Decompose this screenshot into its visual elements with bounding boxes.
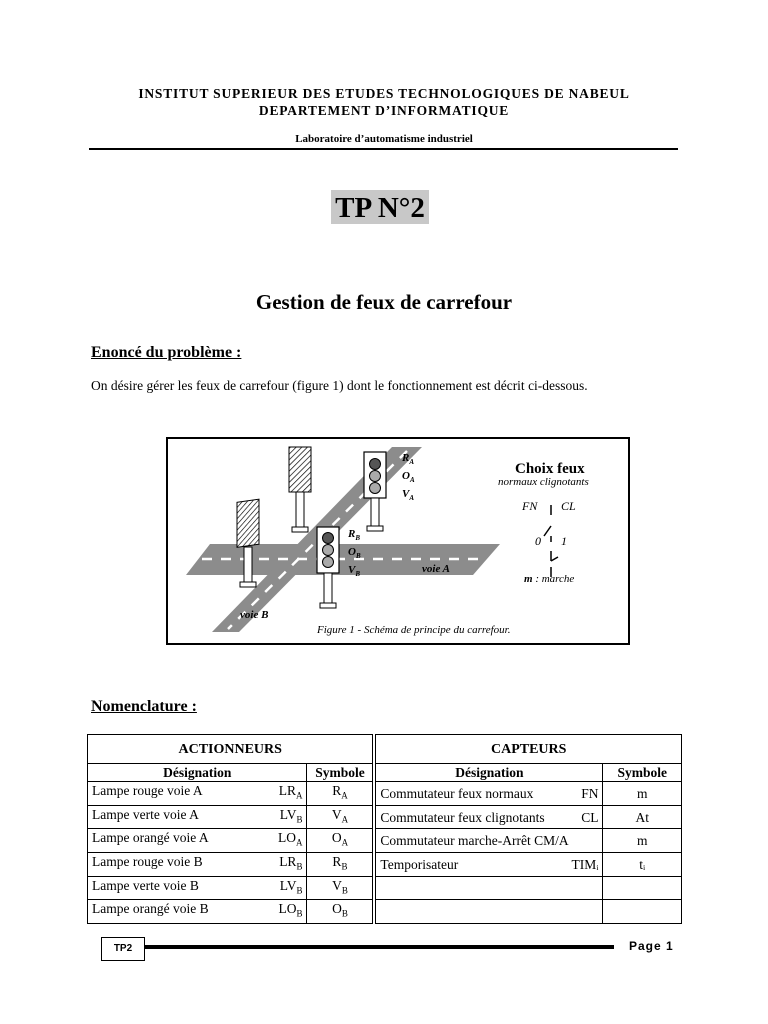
one-label: 1: [561, 534, 567, 548]
marche-text: : marche: [532, 573, 575, 585]
nomenclature-body: [88, 782, 682, 924]
actionneur-code: $LO_A$: [277, 830, 303, 849]
capteur-name: Temporisateur: [380, 856, 459, 872]
table-row: [88, 829, 682, 853]
actionneurs-header: ACTIONNEURS: [88, 735, 375, 764]
fn-label: FN: [522, 499, 538, 513]
actionneur-name: Lampe orangé voie A: [92, 830, 209, 846]
footer-rule: [144, 945, 614, 949]
actionneur-name: Lampe verte voie A: [92, 806, 199, 822]
capteur-designation: [374, 853, 603, 877]
table-row: [88, 782, 682, 806]
capteur-code: CL: [581, 809, 599, 825]
actionneur-code: $LV_B$: [279, 877, 303, 896]
marche-label: [524, 573, 574, 585]
page-number: Page 1: [629, 939, 674, 953]
actionneur-symbole: $R_B$: [307, 853, 374, 877]
label-oa: $O_A$: [402, 470, 415, 485]
capteur-symbole: tᵢ: [603, 853, 682, 877]
actionneur-symbole: $V_A$: [307, 805, 374, 829]
capteur-symbole: [603, 876, 682, 900]
table-row: [88, 900, 682, 924]
col-symbole-c: Symbole: [603, 764, 682, 782]
actionneur-code: $LV_B$: [279, 806, 303, 825]
footer-tag: TP2: [101, 937, 145, 961]
capteur-designation: [374, 876, 603, 900]
actionneur-code: $LR_B$: [279, 854, 303, 872]
figure-caption: Figure 1 - Schéma de principe du carrefour.: [317, 624, 511, 636]
capteur-designation: [374, 829, 603, 853]
actionneur-symbole: $O_A$: [307, 829, 374, 853]
light-b-labels: [348, 527, 361, 582]
label-vb: $V_B$: [348, 564, 361, 579]
voie-b-label: voie B: [240, 609, 269, 621]
nomenclature-table: [87, 734, 682, 924]
label-va: $V_A$: [402, 488, 415, 503]
cl-label: CL: [561, 499, 576, 513]
actionneur-name: Lampe verte voie B: [92, 877, 199, 893]
actionneur-symbole: $O_B$: [307, 900, 374, 924]
actionneur-name: Lampe orangé voie B: [92, 901, 209, 917]
traffic-light-b: [317, 527, 339, 608]
col-designation-a: Désignation: [88, 764, 307, 782]
label-rb: $R_B$: [348, 528, 361, 543]
switch-diagram: [544, 505, 558, 577]
actionneur-symbole: $R_A$: [307, 782, 374, 806]
label-ra: $R_A$: [402, 452, 415, 467]
capteur-name: Commutateur feux clignotants: [380, 809, 545, 825]
table-row: [88, 853, 682, 877]
actionneur-designation: [88, 829, 307, 853]
voie-a-label: voie A: [422, 563, 450, 575]
capteur-designation: [374, 805, 603, 829]
label-ob: $O_B$: [348, 546, 361, 561]
actionneur-designation: [88, 805, 307, 829]
capteur-code: TIMᵢ: [571, 856, 599, 872]
capteur-designation: [374, 782, 603, 806]
zero-label: 0: [535, 534, 541, 548]
col-symbole-a: Symbole: [307, 764, 374, 782]
signal-panel-top: [289, 447, 311, 532]
page-subtitle: Gestion de feux de carrefour: [255, 290, 513, 314]
capteur-name: Commutateur feux normaux: [380, 785, 534, 801]
actionneur-designation: [88, 900, 307, 924]
actionneur-name: Lampe rouge voie B: [92, 854, 203, 870]
table-row: [88, 876, 682, 900]
actionneur-designation: [88, 782, 307, 806]
actionneur-code: $LO_B$: [278, 901, 303, 920]
header-rule: [89, 148, 678, 150]
capteur-symbole: [603, 900, 682, 924]
problem-text: On désire gérer les feux de carrefour (figure 1) dont le fonctionnement est décrit ci-dessous.: [91, 378, 588, 393]
actionneur-designation: [88, 876, 307, 900]
problem-heading: Enoncé du problème :: [91, 344, 242, 361]
capteur-symbole: m: [603, 782, 682, 806]
choice-subtitle: normaux clignotants: [498, 476, 589, 488]
traffic-light-a: [364, 452, 386, 531]
actionneur-symbole: $V_B$: [307, 876, 374, 900]
table-row: [88, 805, 682, 829]
capteur-symbole: m: [603, 829, 682, 853]
actionneur-designation: [88, 853, 307, 877]
col-designation-c: Désignation: [374, 764, 603, 782]
lab-name: Laboratoire d’automatisme industriel: [295, 133, 473, 145]
choice-title: Choix feux: [515, 461, 585, 477]
crossroad-figure: [166, 437, 630, 645]
marche-m: m: [524, 573, 533, 585]
actionneur-name: Lampe rouge voie A: [92, 783, 203, 798]
page-title: TP N°2: [331, 190, 429, 224]
actionneur-code: $LR_A$: [278, 783, 303, 801]
capteur-code: FN: [581, 785, 599, 801]
nomenclature-heading: Nomenclature :: [91, 698, 197, 715]
light-a-labels: [402, 451, 415, 506]
institute-name: INSTITUT SUPERIEUR DES ETUDES TECHNOLOGIQUES DE NABEUL: [138, 86, 630, 101]
capteur-symbole: At: [603, 805, 682, 829]
capteur-name: Commutateur marche-Arrêt CM/A: [380, 833, 569, 849]
department-name: DEPARTEMENT D’INFORMATIQUE: [258, 103, 510, 118]
capteur-designation: [374, 900, 603, 924]
capteurs-header: CAPTEURS: [374, 735, 681, 764]
